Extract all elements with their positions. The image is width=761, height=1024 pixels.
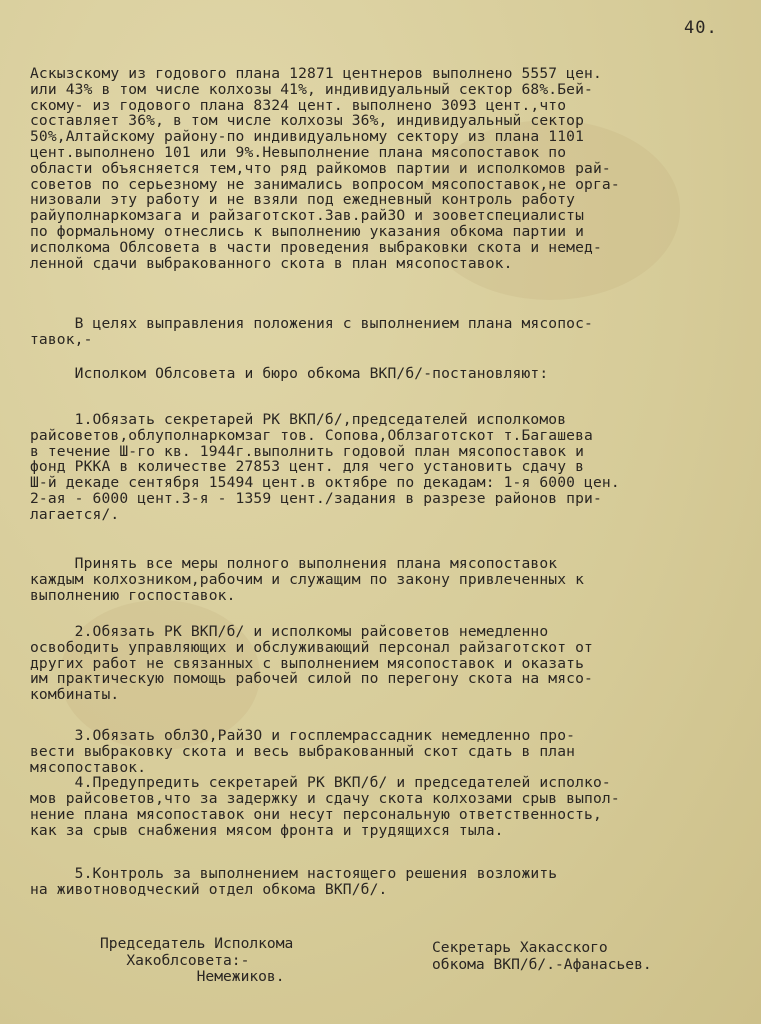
- signature-line: Председатель Исполкома: [100, 935, 294, 952]
- text-line: каждым колхозником,рабочим и служащим по закону привлеченных к: [30, 570, 585, 588]
- text-line: ленной сдачи выбракованного скота в план мясопоставок.: [30, 254, 513, 272]
- text-line: освободить управляющих и обслуживающий персонал райзаготскот от: [30, 638, 593, 656]
- paragraph-purpose: [30, 316, 750, 348]
- text-line: по формальному отнеслись к выполнению указания обкома партии и: [30, 222, 585, 240]
- text-line: скому- из годового плана 8324 цент. выполнено 3093 цент.,что: [30, 96, 567, 114]
- text-line: райсоветов,облуполнаркомзаг тов. Сопова,Облзаготскот т.Багашева: [30, 426, 593, 444]
- text-line: выполнению госпоставок.: [30, 586, 236, 604]
- paragraph-item-2: [30, 624, 750, 703]
- text-line: 5.Контроль за выполнением настоящего решения возложить: [30, 865, 558, 882]
- text-line: 4.Предупредить секретарей РК ВКП/б/ и председателей исполко-: [30, 774, 611, 792]
- signature-right: [432, 940, 752, 973]
- text-line: 2-ая - 6000 цент.3-я - 1359 цент./задания в разрезе районов при-: [30, 489, 602, 507]
- text-line: Аскызскому из годового плана 12871 центнеров выполнено 5557 цен.: [30, 65, 602, 82]
- text-line: им практическую помощь рабочей силой по перегону скота на мясо-: [30, 670, 593, 688]
- paragraph-items-3-4: [30, 728, 750, 839]
- text-line: фонд РККА в количестве 27853 цент. для чего установить сдачу в: [30, 458, 585, 476]
- text-line: цент.выполнено 101 или 9%.Невыполнение плана мясопоставок по: [30, 143, 567, 161]
- text-line: составляет 36%, в том числе колхозы 36%, индивидуальный сектор: [30, 112, 585, 130]
- text-line: на животноводческий отдел обкома ВКП/б/.: [30, 880, 388, 898]
- paragraph-intro: [30, 66, 750, 271]
- text-line: Ш-й декаде сентября 15494 цент.в октябре по декадам: 1-я 6000 цен.: [30, 474, 620, 492]
- text-line: тавок,-: [30, 330, 93, 348]
- text-line: Исполком Облсовета и бюро обкома ВКП/б/-постановляют:: [30, 365, 549, 382]
- signature-line: Хакоблсовета:-: [100, 951, 250, 969]
- text-line: Принять все меры полного выполнения плана мясопоставок: [30, 555, 558, 572]
- text-line: мясопоставок.: [30, 758, 147, 776]
- text-line: 1.Обязать секретарей РК ВКП/б/,председателей исполкомов: [30, 411, 567, 428]
- resolution-heading: [30, 366, 750, 382]
- text-line: 50%,Алтайскому району-по индивидуальному сектору из плана 1101: [30, 128, 585, 146]
- text-line: низовали эту работу и не взяли под ежедневный контроль работу: [30, 191, 576, 209]
- text-line: области объясняется тем,что ряд райкомов партии и исполкомов рай-: [30, 159, 611, 177]
- text-line: или 43% в том числе колхозы 41%, индивидуальный сектор 68%.Бей-: [30, 80, 593, 98]
- text-line: исполкома Облсовета в части проведения выбраковки скота и немед-: [30, 238, 602, 256]
- signature-line: Немежиков.: [100, 968, 285, 985]
- signature-line: обкома ВКП/б/.-Афанасьев.: [432, 955, 652, 973]
- text-line: мов райсоветов,что за задержку и сдачу скота колхозами срыв выпол-: [30, 790, 620, 808]
- text-line: лагается/.: [30, 505, 120, 523]
- paragraph-measures: [30, 556, 750, 603]
- text-line: в течение Ш-го кв. 1944г.выполнить годовой план мясопоставок и: [30, 442, 585, 460]
- text-line: В целях выправления положения с выполнением плана мясопос-: [30, 315, 593, 332]
- text-line: комбинаты.: [30, 686, 120, 704]
- text-line: райуполнаркомзага и райзаготскот.Зав.райЗО и зооветспециалисты: [30, 207, 585, 225]
- signature-left: [100, 936, 400, 986]
- paragraph-item-5: [30, 866, 750, 898]
- signature-line: Секретарь Хакасского: [432, 939, 608, 956]
- text-line: 3.Обязать облЗО,РайЗО и госплемрассадник немедленно про-: [30, 727, 576, 744]
- text-line: советов по серьезному не занимались вопросом мясопоставок,не орга-: [30, 175, 620, 193]
- paragraph-item-1: [30, 412, 750, 523]
- text-line: нение плана мясопоставок они несут персональную ответственность,: [30, 805, 602, 823]
- text-line: вести выбраковку скота и весь выбракованный скот сдать в план: [30, 742, 576, 760]
- text-line: других работ не связанных с выполнением мясопоставок и оказать: [30, 654, 585, 672]
- text-line: 2.Обязать РК ВКП/б/ и исполкомы райсоветов немедленно: [30, 623, 549, 640]
- text-line: как за срыв снабжения мясом фронта и трудящихся тыла.: [30, 821, 504, 839]
- page-number: 40.: [684, 18, 718, 38]
